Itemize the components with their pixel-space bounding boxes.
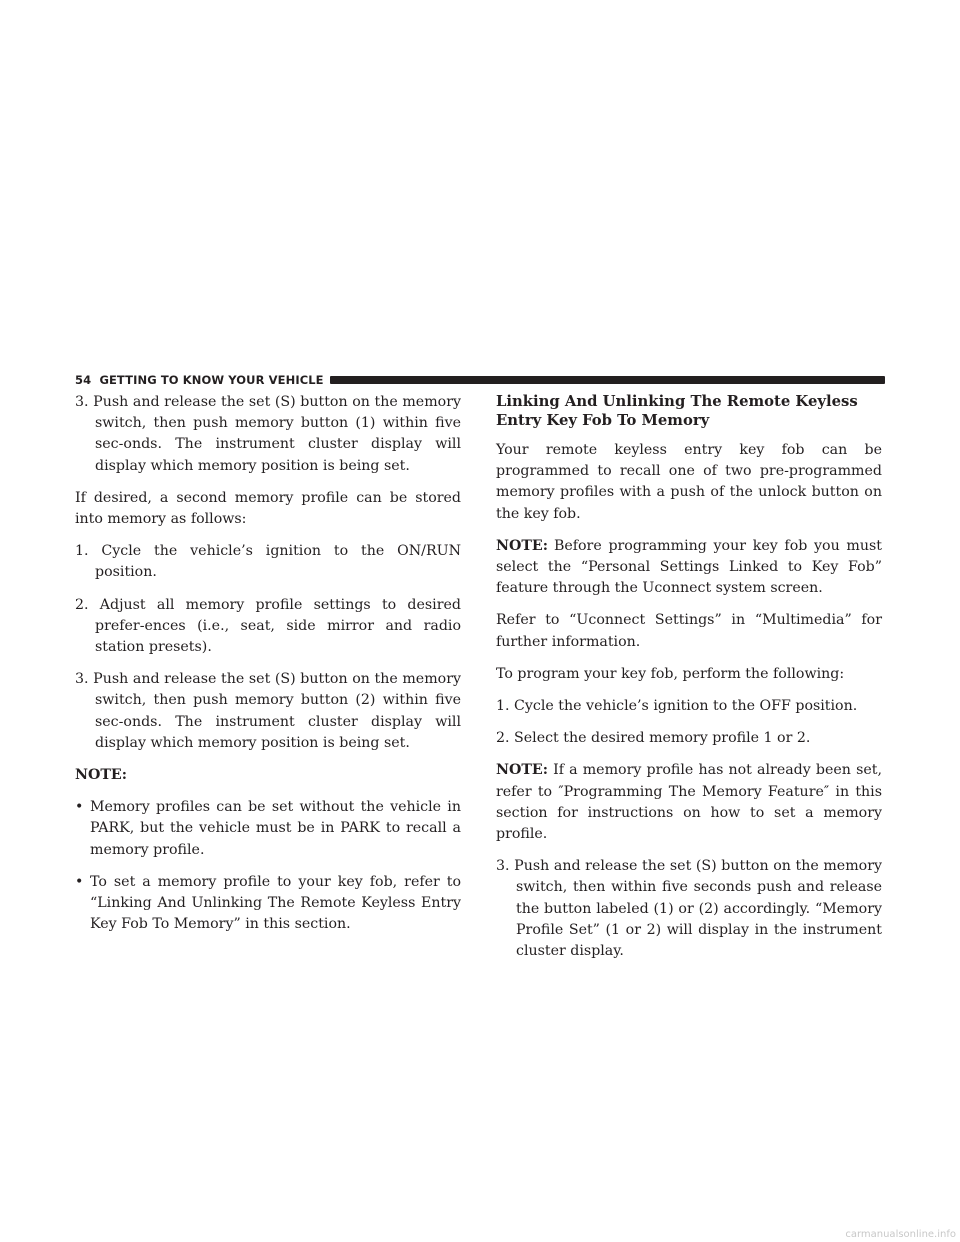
step-2-select-profile: 2. Select the desired memory profile 1 or 2. (496, 730, 811, 747)
refer-paragraph: Refer to “Uconnect Settings” in “Multimedia” for further information. (496, 612, 882, 650)
step-3-memory-2: 3. Push and release the set (S) button on the memory switch, then push memory button (2) within five sec-onds. The instrument cluster display will display which memory position is being set. (75, 671, 461, 751)
right-column (496, 392, 882, 973)
step-3-link-fob: 3. Push and release the set (S) button on the memory switch, then within five seconds push and release the button labeled (1) or (2) accordingly. “Memory Profile Set” (1 or 2) will display in the instrument cluster display. (496, 858, 882, 960)
bullet-text: Memory profiles can be set without the vehicle in PARK, but the vehicle must be in PARK to recall a memory profile. (90, 799, 461, 858)
note-paragraph (496, 760, 882, 845)
note-label: NOTE: (496, 537, 548, 554)
bullet-icon: • (75, 799, 84, 816)
section-title: GETTING TO KNOW YOUR VEHICLE (99, 373, 324, 387)
note-paragraph (496, 536, 882, 600)
program-intro-paragraph: To program your key fob, perform the following: (496, 665, 845, 682)
note-heading: NOTE: (75, 767, 127, 784)
step-2-adjust-settings: 2. Adjust all memory profile settings to desired prefer-ences (i.e., seat, side mirror and radio station presets). (75, 596, 461, 656)
note-text: If a memory profile has not already been set, refer to ″Programming The Memory Feature″ in this section for instructions on how to set a memory profile. (496, 762, 882, 843)
section-heading: Linking And Unlinking The Remote Keyless Entry Key Fob To Memory (496, 393, 858, 429)
bullet-icon: • (75, 873, 84, 890)
watermark-link[interactable]: carmanualsonline.info (845, 1229, 956, 1240)
note-bullet (75, 797, 461, 861)
intro-paragraph: Your remote keyless entry key fob can be programmed to recall one of two pre-programmed memory profiles with a push of the unlock button on the key fob. (496, 442, 882, 522)
step-1-ignition-off: 1. Cycle the vehicle’s ignition to the OFF position. (496, 698, 858, 715)
page-number: 54 (75, 373, 92, 387)
second-profile-paragraph: If desired, a second memory profile can be stored into memory as follows: (75, 489, 461, 528)
left-column (75, 392, 461, 946)
step-3-memory-1: 3. Push and release the set (S) button on the memory switch, then push memory button (1) within five sec-onds. The instrument cluster display will display which memory position is being set. (75, 394, 461, 474)
step-1-ignition-on: 1. Cycle the vehicle’s ignition to the ON/RUN position. (75, 543, 461, 581)
page-header-text (75, 373, 324, 387)
header-rule (330, 376, 885, 384)
bullet-text: To set a memory profile to your key fob, refer to “Linking And Unlinking The Remote Keyless Entry Key Fob To Memory” in this section. (90, 873, 461, 933)
page-header (75, 372, 885, 388)
note-label: NOTE: (496, 762, 548, 779)
note-text: Before programming your key fob you must select the “Personal Settings Linked to Key Fob” feature through the Uconnect system screen. (496, 537, 882, 597)
note-bullet (75, 872, 461, 936)
